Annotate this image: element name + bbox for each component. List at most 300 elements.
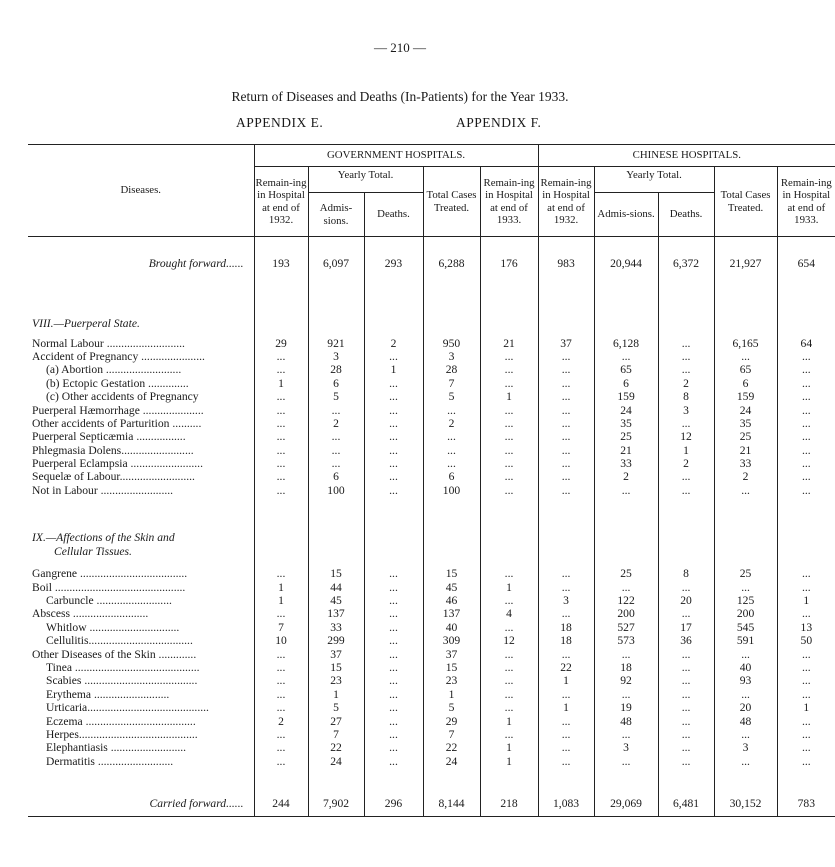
gov-total-treated-header: Total Cases Treated.	[423, 167, 480, 237]
section-title-line2: Cellular Tissues.	[54, 545, 132, 559]
value-cell: 1	[480, 390, 538, 403]
value-cell: 40	[714, 661, 777, 674]
value-cell: 1	[308, 688, 364, 701]
row-label: Not in Labour .........................	[28, 484, 254, 497]
spacer-cell	[308, 237, 364, 256]
row-label: (b) Ectopic Gestation ..............	[28, 377, 254, 390]
spacer-cell	[28, 812, 254, 817]
value-cell: 545	[714, 621, 777, 634]
value-cell: 20	[714, 701, 777, 714]
empty-cell	[308, 317, 364, 330]
value-cell: 12	[480, 634, 538, 647]
table-row	[28, 336, 835, 349]
spacer-cell	[480, 812, 538, 817]
value-cell: 293	[364, 255, 423, 271]
value-cell: ...	[480, 444, 538, 457]
value-cell: 1	[658, 444, 714, 457]
appendix-f-heading: APPENDIX F.	[456, 115, 542, 130]
value-cell: ...	[480, 701, 538, 714]
value-cell: ...	[364, 417, 423, 430]
table-row	[28, 390, 835, 403]
value-cell: ...	[364, 688, 423, 701]
empty-cell	[423, 317, 480, 330]
table-row	[28, 741, 835, 754]
spacer-cell	[308, 271, 364, 295]
value-cell: ...	[658, 701, 714, 714]
value-cell: 15	[308, 661, 364, 674]
table-row	[28, 701, 835, 714]
value-cell: ...	[480, 417, 538, 430]
empty-cell	[658, 317, 714, 330]
value-cell: ...	[538, 741, 594, 754]
table-row	[28, 444, 835, 457]
value-cell: ...	[658, 484, 714, 497]
spacer-cell	[594, 812, 658, 817]
value-cell: ...	[480, 728, 538, 741]
value-cell: 21,927	[714, 255, 777, 271]
value-cell: ...	[480, 674, 538, 687]
spacer-cell	[254, 497, 308, 531]
value-cell: ...	[538, 350, 594, 363]
value-cell: ...	[364, 457, 423, 470]
spacer-row	[28, 237, 835, 256]
empty-cell	[480, 531, 538, 559]
value-cell: ...	[423, 403, 480, 416]
spacer-cell	[254, 295, 308, 317]
table-row	[28, 755, 835, 768]
spacer-cell	[777, 497, 835, 531]
spacer-cell	[364, 559, 423, 567]
value-cell: 2	[658, 457, 714, 470]
row-label: Accident of Pregnancy ......................	[28, 350, 254, 363]
chinese-admissions-header: Admis-sions.	[594, 193, 658, 237]
value-cell: ...	[714, 755, 777, 768]
table-row	[28, 621, 835, 634]
gov-yearly-total-header: Yearly Total.	[308, 167, 423, 193]
value-cell: ...	[801, 754, 811, 768]
spacer-cell	[308, 812, 364, 817]
value-cell: 1	[803, 701, 810, 715]
value-cell: 64	[800, 336, 813, 350]
value-cell: ...	[364, 634, 423, 647]
empty-cell	[364, 531, 423, 559]
table-row	[28, 796, 835, 812]
value-cell: 3	[714, 741, 777, 754]
value-cell: ...	[801, 443, 811, 457]
value-cell: ...	[254, 444, 308, 457]
value-cell: 8	[658, 390, 714, 403]
value-cell: 7	[254, 621, 308, 634]
spacer-cell	[538, 295, 594, 317]
table-row	[28, 417, 835, 430]
empty-cell	[777, 531, 835, 559]
spacer-cell	[423, 768, 480, 796]
spacer-row	[28, 559, 835, 567]
value-cell: 6	[714, 377, 777, 390]
value-cell: ...	[801, 349, 811, 363]
value-cell: ...	[658, 647, 714, 660]
value-cell: ...	[714, 484, 777, 497]
empty-cell	[714, 531, 777, 559]
value-cell: 4	[480, 607, 538, 620]
value-cell: 3	[308, 350, 364, 363]
value-cell: 7	[423, 728, 480, 741]
value-cell: ...	[538, 390, 594, 403]
value-cell: 22	[538, 661, 594, 674]
value-cell: ...	[480, 594, 538, 607]
value-cell: ...	[364, 647, 423, 660]
spacer-cell	[777, 271, 835, 295]
value-cell: ...	[538, 430, 594, 443]
value-cell: 33	[714, 457, 777, 470]
value-cell: ...	[254, 484, 308, 497]
value-cell: 37	[538, 336, 594, 349]
value-cell: 159	[714, 390, 777, 403]
spacer-cell	[714, 768, 777, 796]
value-cell: ...	[308, 430, 364, 443]
value-cell: 2	[308, 417, 364, 430]
spacer-cell	[594, 295, 658, 317]
spacer-cell	[364, 295, 423, 317]
spacer-cell	[714, 559, 777, 567]
empty-cell	[658, 531, 714, 559]
value-cell: ...	[594, 755, 658, 768]
value-cell: 29	[423, 714, 480, 727]
value-cell: ...	[364, 714, 423, 727]
table-row	[28, 674, 835, 687]
value-cell: ...	[364, 567, 423, 580]
spacer-cell	[254, 237, 308, 256]
spacer-cell	[480, 271, 538, 295]
value-cell: ...	[801, 457, 811, 471]
value-cell: ...	[801, 483, 811, 497]
value-cell: ...	[364, 484, 423, 497]
row-label: Sequelæ of Labour..........................	[28, 470, 254, 483]
value-cell: ...	[480, 484, 538, 497]
empty-cell	[777, 317, 835, 330]
spacer-cell	[308, 559, 364, 567]
value-cell: 24	[714, 403, 777, 416]
page-title: Return of Diseases and Deaths (In-Patients) for the Year 1933.	[231, 89, 569, 104]
value-cell: ...	[254, 470, 308, 483]
value-cell: ...	[364, 470, 423, 483]
value-cell: 18	[594, 661, 658, 674]
value-cell: ...	[480, 430, 538, 443]
value-cell: ...	[658, 350, 714, 363]
value-cell: 50	[800, 634, 813, 648]
spacer-cell	[777, 812, 835, 817]
value-cell: 218	[480, 796, 538, 812]
row-label: Whitlow ...............................	[28, 621, 254, 634]
value-cell: ...	[594, 484, 658, 497]
value-cell: 6,372	[658, 255, 714, 271]
value-cell: ...	[801, 416, 811, 430]
spacer-cell	[777, 768, 835, 796]
value-cell: 2	[594, 470, 658, 483]
value-cell: 1	[254, 594, 308, 607]
value-cell: 950	[423, 336, 480, 349]
table-row	[28, 484, 835, 497]
gov-deaths-header: Deaths.	[364, 193, 423, 237]
value-cell: 7,902	[308, 796, 364, 812]
chinese-remaining-start-header: Remain-ing in Hospital at end of 1932.	[538, 167, 594, 237]
value-cell: 45	[423, 580, 480, 593]
value-cell: 6	[308, 377, 364, 390]
value-cell: ...	[714, 728, 777, 741]
value-cell: ...	[423, 444, 480, 457]
value-cell: ...	[538, 470, 594, 483]
value-cell: ...	[714, 350, 777, 363]
value-cell: 29,069	[594, 796, 658, 812]
value-cell: ...	[801, 580, 811, 594]
value-cell: 125	[714, 594, 777, 607]
value-cell: 296	[364, 796, 423, 812]
value-cell: ...	[538, 580, 594, 593]
row-label: Carbuncle ..........................	[28, 594, 254, 607]
value-cell: ...	[594, 728, 658, 741]
value-cell: ...	[801, 567, 811, 581]
spacer-cell	[423, 559, 480, 567]
value-cell: ...	[254, 457, 308, 470]
spacer-cell	[364, 497, 423, 531]
value-cell: 527	[594, 621, 658, 634]
value-cell: 23	[308, 674, 364, 687]
value-cell: ...	[538, 403, 594, 416]
value-cell: 17	[658, 621, 714, 634]
table-row	[28, 714, 835, 727]
spacer-cell	[594, 271, 658, 295]
table-body	[28, 237, 835, 817]
value-cell: ...	[364, 661, 423, 674]
spacer-cell	[538, 812, 594, 817]
table-row	[28, 647, 835, 660]
value-cell: ...	[658, 688, 714, 701]
spacer-cell	[777, 237, 835, 256]
value-cell: ...	[538, 607, 594, 620]
value-cell: 591	[714, 634, 777, 647]
diseases-table	[28, 144, 835, 817]
value-cell: ...	[308, 457, 364, 470]
value-cell: 100	[423, 484, 480, 497]
value-cell: ...	[480, 457, 538, 470]
value-cell: 299	[308, 634, 364, 647]
table-row	[28, 350, 835, 363]
value-cell: 5	[308, 701, 364, 714]
diseases-column-header: Diseases.	[28, 145, 254, 237]
value-cell: ...	[801, 363, 811, 377]
value-cell: ...	[254, 350, 308, 363]
spacer-cell	[714, 295, 777, 317]
value-cell: ...	[364, 444, 423, 457]
gov-admissions-header: Admis-sions.	[308, 193, 364, 237]
spacer-cell	[423, 271, 480, 295]
government-hospitals-header: GOVERNMENT HOSPITALS.	[254, 145, 538, 167]
value-cell: 8,144	[423, 796, 480, 812]
value-cell: 1	[480, 741, 538, 754]
value-cell: ...	[801, 470, 811, 484]
value-cell: ...	[538, 728, 594, 741]
row-label: Normal Labour ...........................	[28, 336, 254, 349]
row-label: Dermatitis ..........................	[28, 755, 254, 768]
value-cell: ...	[801, 714, 811, 728]
value-cell: ...	[801, 607, 811, 621]
row-label: Tinea ...........................................	[28, 661, 254, 674]
value-cell: 6	[423, 470, 480, 483]
spacer-cell	[480, 237, 538, 256]
value-cell: ...	[423, 430, 480, 443]
table-row	[28, 661, 835, 674]
appendix-e-heading: APPENDIX E.	[236, 115, 324, 130]
value-cell: ...	[364, 430, 423, 443]
spacer-row	[28, 271, 835, 295]
value-cell: 193	[254, 255, 308, 271]
empty-cell	[254, 317, 308, 330]
row-label: Other accidents of Parturition ..........	[28, 417, 254, 430]
value-cell: 2	[658, 377, 714, 390]
value-cell: ...	[364, 350, 423, 363]
empty-cell	[538, 531, 594, 559]
value-cell: ...	[538, 363, 594, 376]
value-cell: 24	[423, 755, 480, 768]
spacer-cell	[658, 812, 714, 817]
spacer-cell	[423, 295, 480, 317]
spacer-cell	[28, 237, 254, 256]
value-cell: ...	[538, 484, 594, 497]
section-title-line1: IX.—Affections of the Skin and	[32, 531, 175, 545]
spacer-cell	[538, 768, 594, 796]
empty-cell	[254, 531, 308, 559]
empty-cell	[594, 531, 658, 559]
spacer-cell	[714, 497, 777, 531]
value-cell: 6,288	[423, 255, 480, 271]
page-number: — 210 —	[374, 40, 426, 55]
value-cell: ...	[714, 647, 777, 660]
spacer-cell	[658, 295, 714, 317]
value-cell: ...	[801, 430, 811, 444]
value-cell: ...	[538, 714, 594, 727]
table-row	[28, 634, 835, 647]
empty-cell	[594, 317, 658, 330]
table-row	[28, 728, 835, 741]
value-cell: ...	[254, 688, 308, 701]
value-cell: 1	[254, 580, 308, 593]
value-cell: ...	[594, 647, 658, 660]
empty-cell	[714, 317, 777, 330]
spacer-cell	[594, 559, 658, 567]
spacer-cell	[658, 497, 714, 531]
value-cell: 20	[658, 594, 714, 607]
spacer-cell	[480, 295, 538, 317]
value-cell: 137	[423, 607, 480, 620]
value-cell: ...	[480, 470, 538, 483]
value-cell: ...	[254, 390, 308, 403]
section-heading-row	[28, 317, 835, 330]
row-label: Puerperal Septicæmia .................	[28, 430, 254, 443]
value-cell: 23	[423, 674, 480, 687]
value-cell: ...	[480, 363, 538, 376]
value-cell: 36	[658, 634, 714, 647]
chinese-remaining-end-header: Remain-ing in Hospital at end of 1933.	[777, 167, 835, 237]
table-row	[28, 594, 835, 607]
row-label: Cellulitis....................................	[28, 634, 254, 647]
value-cell: 1	[538, 701, 594, 714]
spacer-cell	[594, 768, 658, 796]
chinese-yearly-total-header: Yearly Total.	[594, 167, 714, 193]
value-cell: 22	[423, 741, 480, 754]
value-cell: ...	[801, 661, 811, 674]
value-cell: 2	[423, 417, 480, 430]
value-cell: 93	[714, 674, 777, 687]
value-cell: ...	[423, 457, 480, 470]
value-cell: ...	[364, 377, 423, 390]
value-cell: 6	[594, 377, 658, 390]
value-cell: ...	[254, 728, 308, 741]
chinese-deaths-header: Deaths.	[658, 193, 714, 237]
value-cell: 5	[423, 701, 480, 714]
value-cell: 48	[714, 714, 777, 727]
spacer-row	[28, 812, 835, 817]
spacer-row	[28, 497, 835, 531]
spacer-cell	[480, 559, 538, 567]
value-cell: ...	[364, 621, 423, 634]
value-cell: ...	[801, 403, 811, 417]
row-label: Phlegmasia Dolens.........................	[28, 444, 254, 457]
value-cell: ...	[254, 403, 308, 416]
table-row	[28, 377, 835, 390]
value-cell: 44	[308, 580, 364, 593]
value-cell: ...	[538, 417, 594, 430]
value-cell: ...	[658, 755, 714, 768]
value-cell: 5	[423, 390, 480, 403]
value-cell: ...	[254, 647, 308, 660]
value-cell: ...	[538, 567, 594, 580]
value-cell: ...	[801, 647, 811, 661]
value-cell: 3	[423, 350, 480, 363]
row-label: Brought forward......	[28, 255, 254, 271]
value-cell: ...	[308, 444, 364, 457]
value-cell: 28	[308, 363, 364, 376]
value-cell: ...	[538, 444, 594, 457]
table-row	[28, 255, 835, 271]
value-cell: ...	[254, 430, 308, 443]
value-cell: ...	[594, 580, 658, 593]
row-label: Other Diseases of the Skin .............	[28, 647, 254, 660]
value-cell: ...	[364, 580, 423, 593]
value-cell: ...	[658, 674, 714, 687]
value-cell: ...	[364, 674, 423, 687]
value-cell: ...	[480, 350, 538, 363]
spacer-cell	[28, 271, 254, 295]
value-cell: 3	[658, 403, 714, 416]
value-cell: 8	[658, 567, 714, 580]
value-cell: 200	[714, 607, 777, 620]
spacer-cell	[480, 497, 538, 531]
value-cell: ...	[594, 688, 658, 701]
chinese-hospitals-header: CHINESE HOSPITALS.	[538, 145, 835, 167]
spacer-cell	[28, 768, 254, 796]
value-cell: ...	[658, 714, 714, 727]
value-cell: ...	[254, 674, 308, 687]
value-cell: ...	[364, 403, 423, 416]
spacer-cell	[423, 237, 480, 256]
value-cell: 7	[423, 377, 480, 390]
spacer-cell	[364, 237, 423, 256]
value-cell: 15	[308, 567, 364, 580]
value-cell: 21	[714, 444, 777, 457]
value-cell: ...	[254, 363, 308, 376]
value-cell: ...	[364, 607, 423, 620]
spacer-cell	[777, 295, 835, 317]
